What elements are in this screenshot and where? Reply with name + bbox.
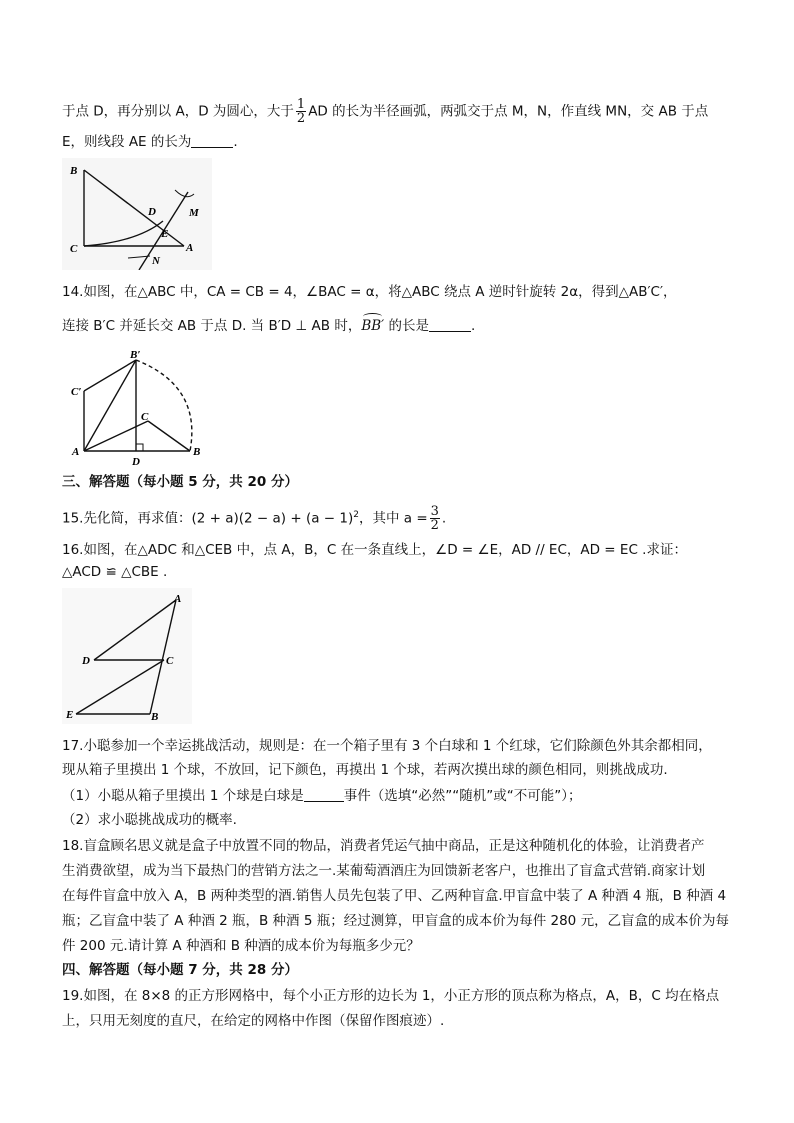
q18-line-4: 瓶；乙盲盒中装了 A 种酒 2 瓶，B 种酒 5 瓶；经过测算，甲盲盒的成本价为每件 280 元，乙盲盒的成本价为每	[62, 913, 730, 929]
q17-line-1: 17.小聪参加一个幸运挑战活动，规则是：在一个箱子里有 3 个白球和 1 个红球，它们除颜色外其余都相同，	[62, 738, 712, 754]
fig16-label-B: B	[151, 711, 159, 723]
q16-line-2: △ACD ≌ △CBE .	[62, 564, 168, 580]
answer-blank	[304, 801, 344, 802]
q17-line-3: （1）小聪从箱子里摸出 1 个球是白球是 事件（选填“必然”“随机”或“不可能”）；	[62, 788, 582, 804]
q14-line-2: 连接 B′C 并延长交 AB 于点 D. 当 B′D ⊥ AB 时，BB′ 的长是 .	[62, 316, 475, 336]
q17-line-2: 现从箱子里摸出 1 个球，不放回，记下颜色，再摸出 1 个球，若两次摸出球的颜色相同，则挑战成功.	[62, 762, 668, 778]
answer-blank	[429, 331, 471, 332]
q16-line-1: 16.如图，在△ADC 和△CEB 中，点 A，B，C 在一条直线上，∠D = ∠E，AD // EC，AD = EC .求证：	[62, 542, 687, 558]
q19-line-1: 19.如图，在 8×8 的正方形网格中，每个小正方形的边长为 1，小正方形的顶点称为格点，A，B，C 均在格点	[62, 988, 720, 1004]
fig14-label-A: A	[72, 446, 80, 458]
q15-line: 15.先化简，再求值：$(2 + a)(2 - a) + (a - 1)^2$，其中 a = $\frac{3}{2}$ .	[62, 504, 447, 533]
fig13-label-M: M	[189, 207, 199, 219]
fig16-label-D: D	[82, 655, 90, 667]
q18-line-3: 在每件盲盒中放入 A，B 两种类型的酒.销售人员先包装了甲、乙两种盲盒.甲盲盒中装了 A 种酒 4 瓶，B 种酒 4	[62, 888, 727, 904]
fig13-label-E: E	[161, 228, 169, 240]
fig16-label-C: C	[166, 655, 174, 667]
fig14-label-C: C	[141, 411, 149, 423]
fig13-label-B: B	[70, 165, 78, 177]
figure-14	[62, 348, 212, 468]
section-4-heading: 四、解答题（每小题 7 分，共 28 分）	[62, 962, 298, 978]
fraction-three-halves: $\frac{3}{2}$	[430, 504, 439, 533]
fraction-one-half: $\frac{1}{2}$	[296, 97, 306, 126]
arc-bb-label: BB′	[361, 316, 384, 336]
fig16-label-E: E	[66, 709, 74, 721]
fig13-label-C: C	[70, 243, 78, 255]
q19-line-2: 上，只用无刻度的直尺，在给定的网格中作图（保留作图痕迹）.	[62, 1013, 445, 1029]
fig16-label-A: A	[174, 593, 182, 605]
arc-symbol	[363, 313, 382, 320]
q18-line-2: 生消费欲望，成为当下最热门的营销方法之一.某葡萄酒酒庄为回馈新老客户，也推出了盲盒式营销.商家计划	[62, 863, 706, 879]
fig14-label-C-prime: C′	[71, 386, 82, 398]
fig13-label-N: N	[152, 255, 160, 267]
fig14-label-D: D	[132, 456, 140, 468]
figure-16	[62, 588, 192, 724]
fig13-label-D: D	[148, 206, 156, 218]
q13-line-1: 于点 D，再分别以 A，D 为圆心，大于 $\frac{1}{2}$ AD 的长为半径画弧，两弧交于点 M，N，作直线 MN，交 AB 于点	[62, 97, 709, 126]
fig13-label-A: A	[186, 242, 194, 254]
q18-line-1: 18.盲盒顾名思义就是盒子中放置不同的物品，消费者凭运气抽中商品，正是这种随机化的体验，让消费者产	[62, 838, 705, 854]
fig14-label-B: B	[193, 446, 201, 458]
q17-line-4: （2）求小聪挑战成功的概率.	[62, 812, 237, 828]
fig14-label-B-prime: B′	[130, 349, 141, 361]
answer-blank	[191, 147, 233, 148]
q18-line-5: 件 200 元.请计算 A 种酒和 B 种酒的成本价为每瓶多少元？	[62, 938, 420, 954]
section-3-heading: 三、解答题（每小题 5 分，共 20 分）	[62, 474, 298, 490]
q14-line-1: 14.如图，在△ABC 中，CA = CB = 4，∠BAC = α，将△ABC 绕点 A 逆时针旋转 2α，得到△AB′C′，	[62, 284, 677, 300]
figure-13	[62, 158, 212, 270]
q13-line-2: E，则线段 AE 的长为 .	[62, 134, 238, 150]
